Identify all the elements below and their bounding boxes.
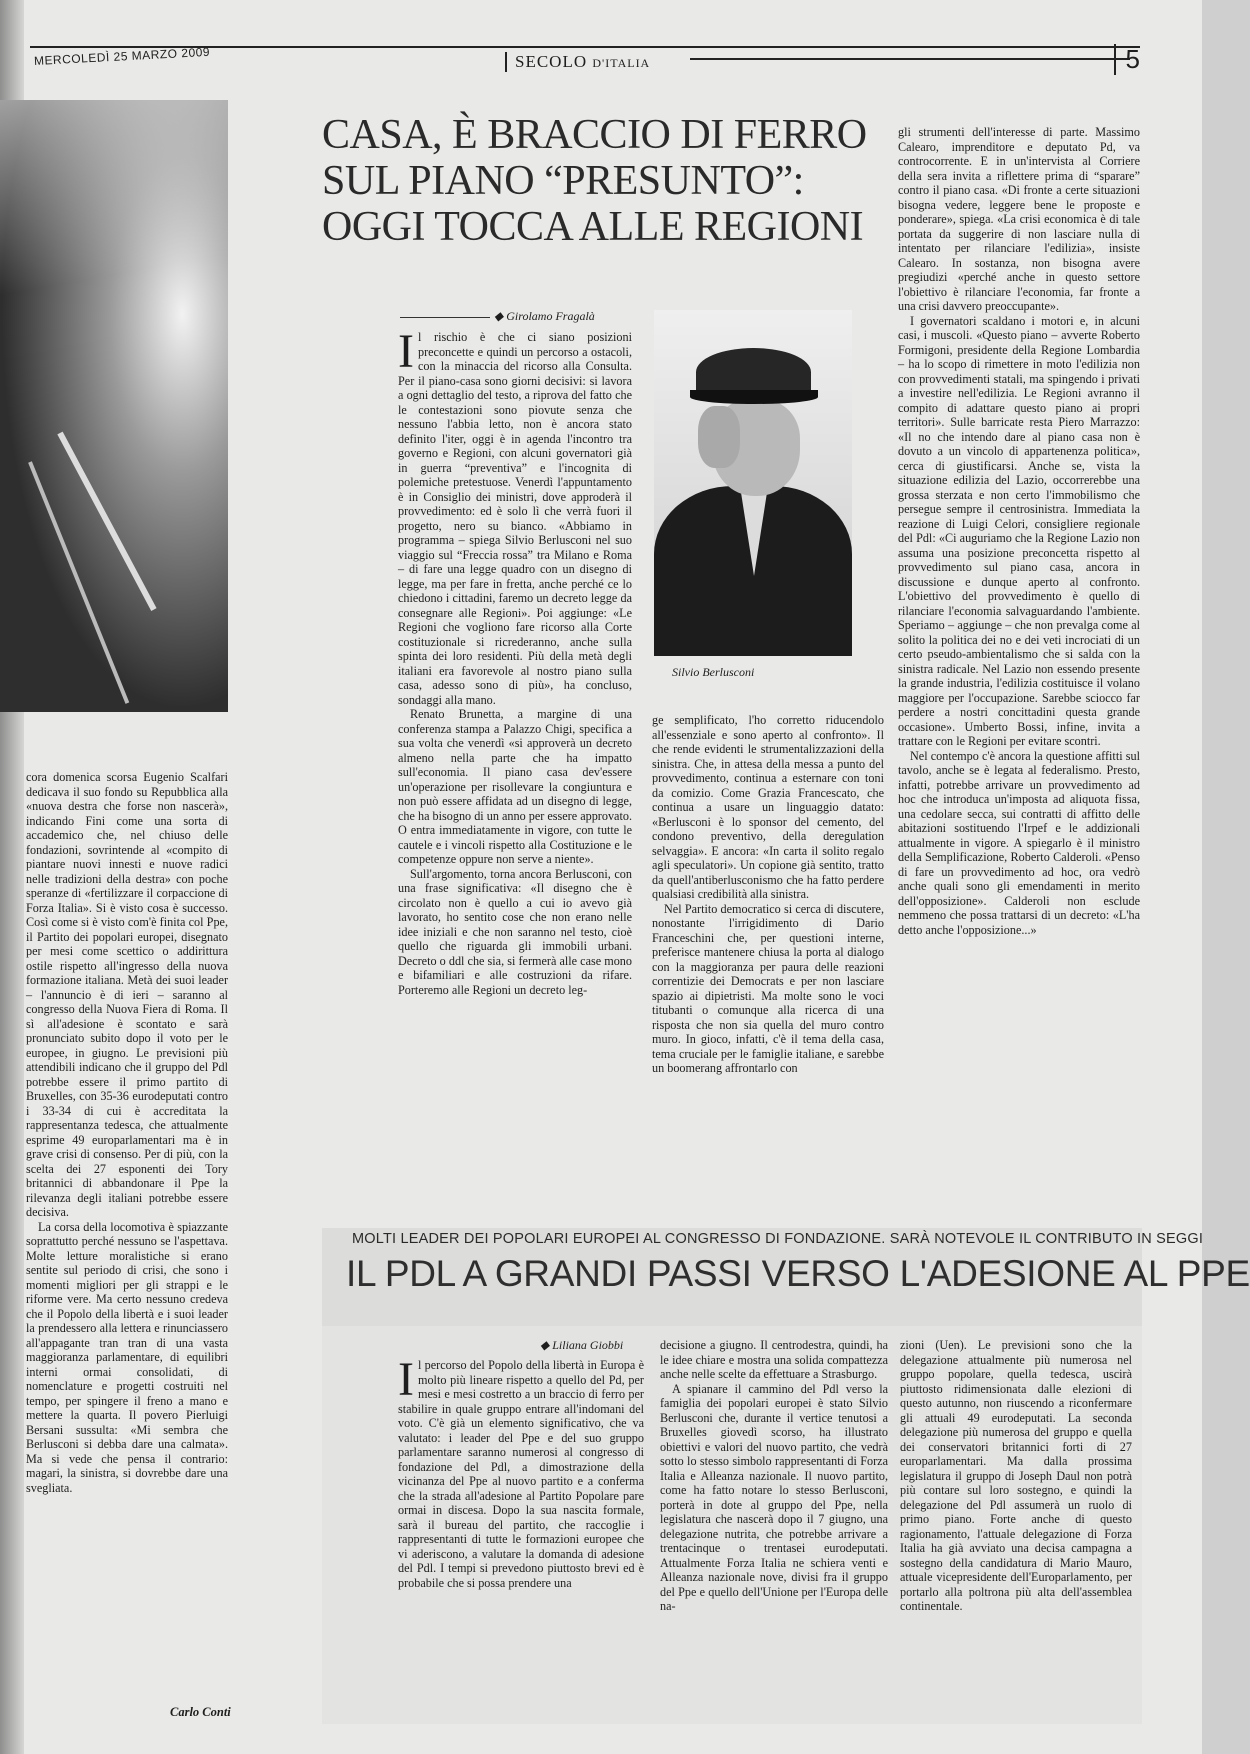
article1-column-3 (898, 125, 1140, 1193)
article2-column-3 (900, 1338, 1132, 1716)
paragraph: gli strumenti dell'interesse di parte. Massimo Calearo, imprenditore e deputato Pd, va controcorrente. E in un'intervista al Corriere della sera invita a riflettere prima di “sparare” contro il piano casa. «Di fronte a certe situazioni bisogna vedere, leggere bene le proposte e ponderare», spiega. «La crisi economica è di tale portata da suggerire di non lasciare nulla di intentato per rilanciare l'edilizia», insiste Calearo. In sostanza, non bisogna avere pregiudizi «perché anche in questo settore l'obiettivo è rilanciare l'economia, far fronte a una crisi davvero preoccupante». (898, 125, 1140, 313)
author-name: Girolamo Fragalà (506, 309, 595, 323)
masthead (30, 46, 1140, 86)
train-photo (0, 100, 228, 712)
train-rail (28, 461, 129, 704)
article-byline: ◆ Girolamo Fragalà (400, 309, 595, 324)
paragraph: Nel contempo c'è ancora la questione affitti sul tavolo, anche se è legata al federalismo. Presto, infatti, potrebbe arrivare un provvedimento ad hoc che introduca un'imposta ad aliquota fissa, una cedolare secca, sui contratti di affitto delle abitazioni sostituendo l'Irpef e le addizionali attualmente in vigore. A spiegarlo è il ministro della Semplificazione, Roberto Calderoli. «Penso di fare un provvedimento ad hoc, ora vedrò anche quali sono gli emendamenti in merito dell'opposizione». Calderoli non esclude nemmeno che possa trattarsi di un decreto: «L'ha detto anche l'opposizione...» (898, 748, 1140, 937)
page-number: 5 (1114, 44, 1140, 75)
paragraph: La corsa della locomotiva è spiazzante soprattutto perché nessuno se l'aspettava. Molte letture moralistiche si erano sentite sul periodo di crisi, che sono i momenti migliori per gli strappi e le riforme vere. Ma certo nessuno credeva che il Popolo della libertà e i suoi leader la prendessero alla lettera e rinunciassero all'appagante tran tran di una vasta maggioranza parlamentare, di equilibri interni ormai consolidati, di nomenclature e progetti costruiti nel tempo, per spingere il freno a mano e mettere la quarta. Il povero Pierluigi Bersani sussulta: «Mi sembra che Berlusconi si debba dare una calmata». Ma si vede che pensa il contrario: magari, la sinistra, si dovrebbe dare una svegliata. (26, 1219, 228, 1495)
article2-column-1 (398, 1353, 644, 1716)
paragraph: ge semplificato, l'ho corretto riducendolo all'essenziale e sono aperto al confronto». Il che rende evidenti le strumentalizzazioni della sinistra. Che, in attesa della messa a punto del provvedimento, continua a esternare con toni da comizio. Come Grazia Francescato, che continua a usare un linguaggio datato: «Berlusconi è lo sponsor del cemento, del condono preventivo, della deregulation selvaggia». E ancora: «In carta il solito regalo agli speculatori». Un copione già sentito, tratto da quell'antiberlusconismo che ha fatto perdere qualsiasi credibilità alla sinistra. (652, 713, 884, 901)
headline-line-3: OGGI TOCCA ALLE REGIONI (322, 204, 864, 250)
berlusconi-photo (654, 310, 852, 652)
paragraph-text: l rischio è che ci siano posizioni preconcette e quindi un percorso a ostacoli, con la minaccia del ricorso alla Consulta. Per il piano-casa sono giorni decisivi: si lavora a ogni dettaglio del testo, a riprova del fatto che le contestazioni sono piovute senza che nessuno l'abbia letto, non è ancora stato definito l'iter, oggi è in agenda l'incontro tra governo e Regioni, con alcuni governatori già in guerra “preventiva” e l'incognita di polemiche pretestuose. Venerdì l'appuntamento è in Consiglio dei ministri, dove approderà il provvedimento: ed è solo lì che verrà fuori il progetto, nero su bianco. «Abbiamo in programma – spiega Silvio Berlusconi nel suo viaggio sul “Freccia rossa” tra Milano e Roma – di fare una legge quadro con un disegno di legge, ma per fare in fretta, anche perché ce lo chiedono i cittadini, faremo un decreto legge da consegnare alle Regioni». Poi aggiunge: «Le Regioni che vogliono fare ricorso alla Corte costituzionale si ricrederanno, anche sulla spinta dei loro residenti. Più della metà degli italiani era favorevole al nostro piano sulla casa, adesso sono di più», ha concluso, sondaggi alla mano. (398, 330, 632, 707)
article2-headline: IL PDL A GRANDI PASSI VERSO L'ADESIONE AL PPE (346, 1253, 1250, 1294)
photo-caption: Silvio Berlusconi (672, 665, 755, 679)
paragraph: cora domenica scorsa Eugenio Scalfari dedicava il suo fondo su Repubblica alla «nuova destra che forse non nascerà», indicando Fini come una sorta di accademico che, nel chiuso delle fondazioni, sovrintende al «compito di piantare nuovi innesti e nuove radici nelle tradizioni della destra» con poche speranze di «fertilizzare il corpaccione di Forza Italia». Si è visto cosa è successo. Così come si è visto com'è finita col Ppe, il Partito dei popolari europei, disegnato per mesi come scettico o addirittura ostile rispetto all'ingresso della nuova formazione italiana. Metà dei suoi leader – l'annuncio è di ieri – saranno al congresso della Nuova Fiera di Roma. Il sì all'adesione è scontato e sarà pronunciato subito dopo il voto per le europee, in giugno. Le previsioni più attendibili indicano che il gruppo del Pdl potrebbe essere il primo partito di Bruxelles, con 35-36 eurodeputati contro i 33-34 di cui è accreditata la rappresentanza tedesca, che attualmente esprime 49 europarlamentari ma è in grave crisi di consenso. Per di più, con la scelta dei 27 esponenti dei Tory britannici di abbandonare il Ppe la rilevanza degli italiani potrebbe essere decisiva. (26, 770, 228, 1219)
paragraph (398, 325, 632, 707)
photo-visor (690, 390, 818, 404)
paragraph: decisione a giugno. Il centrodestra, quindi, ha le idee chiare e mostra una solida compattezza anche nelle scelte da effettuare a Strasburgo. (660, 1338, 888, 1381)
paragraph-text: l percorso del Popolo della libertà in Europa è molto più lineare rispetto a quello del Pd, per mesi e mesi costretto a un braccio di ferro per stabilire in quale gruppo entrare all'indomani del voto. C'è già un elemento significativo, che va valutato: i leader del Ppe e del suo gruppo parlamentare saranno numerosi al congresso di fondazione del Pdl, a dimostrazione della vicinanza del Ppe al nuovo partito e a conferma che la strada all'adesione al Partito Popolare pare ormai in discesa. Dopo la sua nascita formale, sarà il bureau del partito, che raccoglie i rappresentanti di tutte le formazioni europee che vi aderiscono, a valutare la domanda di adesione del Pdl. I tempi si prevedono piuttosto brevi ed è probabile che si possa prendere una (398, 1358, 644, 1590)
author-name: Liliana Giobbi (552, 1338, 624, 1352)
headline-line-2: SUL PIANO “PRESUNTO”: (322, 158, 804, 204)
article1-column-1 (398, 325, 632, 997)
paragraph: zioni (Uen). Le previsioni sono che la delegazione attualmente più numerosa nel gruppo popolare, quella tedesca, uscirà piuttosto ridimensionata dalle elezioni di questo autunno, non riuscendo a riconfermare gli attuali 49 eurodeputati. La seconda delegazione più numerosa del gruppo e quella dei conservatori britannici forti di 27 europarlamentari. Ma dalla prossima legislatura il gruppo di Joseph Daul non potrà più contare sul loro sostegno, e quindi la delegazione del Pdl assumerà un ruolo di primo piano. Forte anche di questo ragionamento, l'attuale delegazione di Forza Italia ha già avviato una decisa campagna a sostegno della candidatura di Mario Mauro, attuale vicepresidente dell'Europarlamento, per portarlo alla poltrona più alta dell'assemblea continentale. (900, 1338, 1132, 1613)
paragraph: I governatori scaldano i motori e, in alcuni casi, i muscoli. «Questo piano – avverte Roberto Formigoni, presidente della Regione Lombardia – ha lo scopo di rimettere in moto l'edilizia non con provvedimenti statali, ma spingendo i privati a investire nell'edilizia. Le Regioni avranno il compito di adattare questo piano ai propri territori». Sulle barricate resta Piero Marrazzo: «Il no che intendo dare al piano casa non è dovuto a un vincolo di appartenenza politica», cerca di giustificarsi. Anche se, vista la situazione edilizia del Lazio, occorrerebbe una grossa sterzata e non certo l'immobilismo che persegue sempre il centrosinistra. Immediata la reazione di Luigi Celori, consigliere regionale del Pdl: «Ci auguriamo che la Regione Lazio non assuma una posizione preconcetta rispetto al provvedimento sul piano casa, ancora in discussione e dunque aperto al confronto. L'obiettivo del provvedimento è quello di rilanciare l'economia salvaguardando l'ambiente. Speriamo – aggiunge – che non prevalga come al solito la politica dei no e dei veti incrociati di un certo pseudo-ambientalismo che si salda con la sinistra radicale. Nel Lazio non essendo presente la grande industria, l'edilizia costituisce il volano maggiore per l'occupazione. Sarebbe sciocco far perdere a nostri concittadini questa grande occasione». Umberto Bossi, infine, invita a trattare con le Regioni per evitare scontri. (898, 313, 1140, 748)
byline-rule (400, 317, 490, 318)
paper-name-main: SECOLO (515, 52, 588, 71)
dropcap: I (398, 1353, 414, 1406)
left-column (26, 770, 228, 1700)
paper-name (505, 52, 650, 72)
signature: Carlo Conti (170, 1705, 231, 1719)
headline-line-1: CASA, È BRACCIO DI FERRO (322, 112, 867, 158)
train-rail (57, 432, 156, 611)
paragraph: A spianare il cammino del Pdl verso la famiglia dei popolari europei è stato Silvio Berlusconi che, durante il vertice tenutosi a Bruxelles giovedì scorso, ha illustrato obiettivi e valori del nuovo partito, che vedrà sotto lo stesso simbolo rappresentanti di Forza Italia e Alleanza nazionale. Il nuovo partito, come ha fatto notare lo stesso Berlusconi, porterà in dote al gruppo del Ppe, nella legislatura che nascerà dopo il 7 giugno, una delegazione nutrita, che potrebbe arrivare a trentacinque o trentasei eurodeputati. Attualmente Forza Italia ne schiera venti e Alleanza nazionale nove, divisi fra il gruppo del Ppe e quello dell'Unione per l'Europa delle na- (660, 1381, 888, 1613)
paragraph (398, 1353, 644, 1590)
article1-column-2 (652, 713, 884, 1193)
photo-cap (696, 348, 811, 396)
paragraph: Nel Partito democratico si cerca di discutere, nonostante l'irrigidimento di Dario Franceschini che, per questioni interne, preferisce mantenere chiusa la porta al dialogo con la maggioranza per paura delle reazioni correntizie dei Democrats e per non lasciare spazio ai dipietristi. Ma molte sono le voci titubanti o comunque alla ricerca di una risposta che non sia quella del muro contro muro. In gioco, infatti, c'è il tema della casa, tema cruciale per le famiglie italiane, e sarebbe un boomerang affrontarlo con (652, 901, 884, 1075)
dropcap: I (398, 325, 414, 378)
article2-kicker: MOLTI LEADER DEI POPOLARI EUROPEI AL CONGRESSO DI FONDAZIONE. SARÀ NOTEVOLE IL CONTRIBUTO IN SEGGI (352, 1231, 1204, 1247)
paper-name-suffix: D'ITALIA (592, 56, 651, 70)
photo-hand (698, 406, 740, 468)
paragraph: Renato Brunetta, a margine di una conferenza stampa a Palazzo Chigi, specifica a sua volta che venerdì «si approverà un decreto almeno nella parte che ha impatto sull'economia. Il piano casa dev'essere un'operazione per risollevare la congiuntura e non può essere affidata ad un disegno di legge, che ha bisogno di un anno per essere approvato. O entra immediatamente in vigore, con tutte le cautele e i vincoli rispetto alla Costituzione e le competenze oppure non serve a niente». (398, 707, 632, 866)
article-headline (322, 112, 882, 250)
article2-byline: ◆ Liliana Giobbi (540, 1338, 624, 1352)
paragraph: Sull'argomento, torna ancora Berlusconi, con una frase significativa: «Il disegno che è circolato non è quello a cui io avevo già lavorato, ho sentito cose che non erano nelle idee iniziali e che non saranno nel testo, cioè quello che riguarda gli immobili urbani. Decreto o ddl che sia, si fermerà alle case mono e bifamiliari e alle costruzioni da rifare. Porteremo alle Regioni un decreto leg- (398, 866, 632, 997)
masthead-right-rule (690, 58, 1130, 60)
issue-date: MERCOLEDÌ 25 MARZO 2009 (33, 44, 211, 68)
article2-column-2 (660, 1338, 888, 1716)
